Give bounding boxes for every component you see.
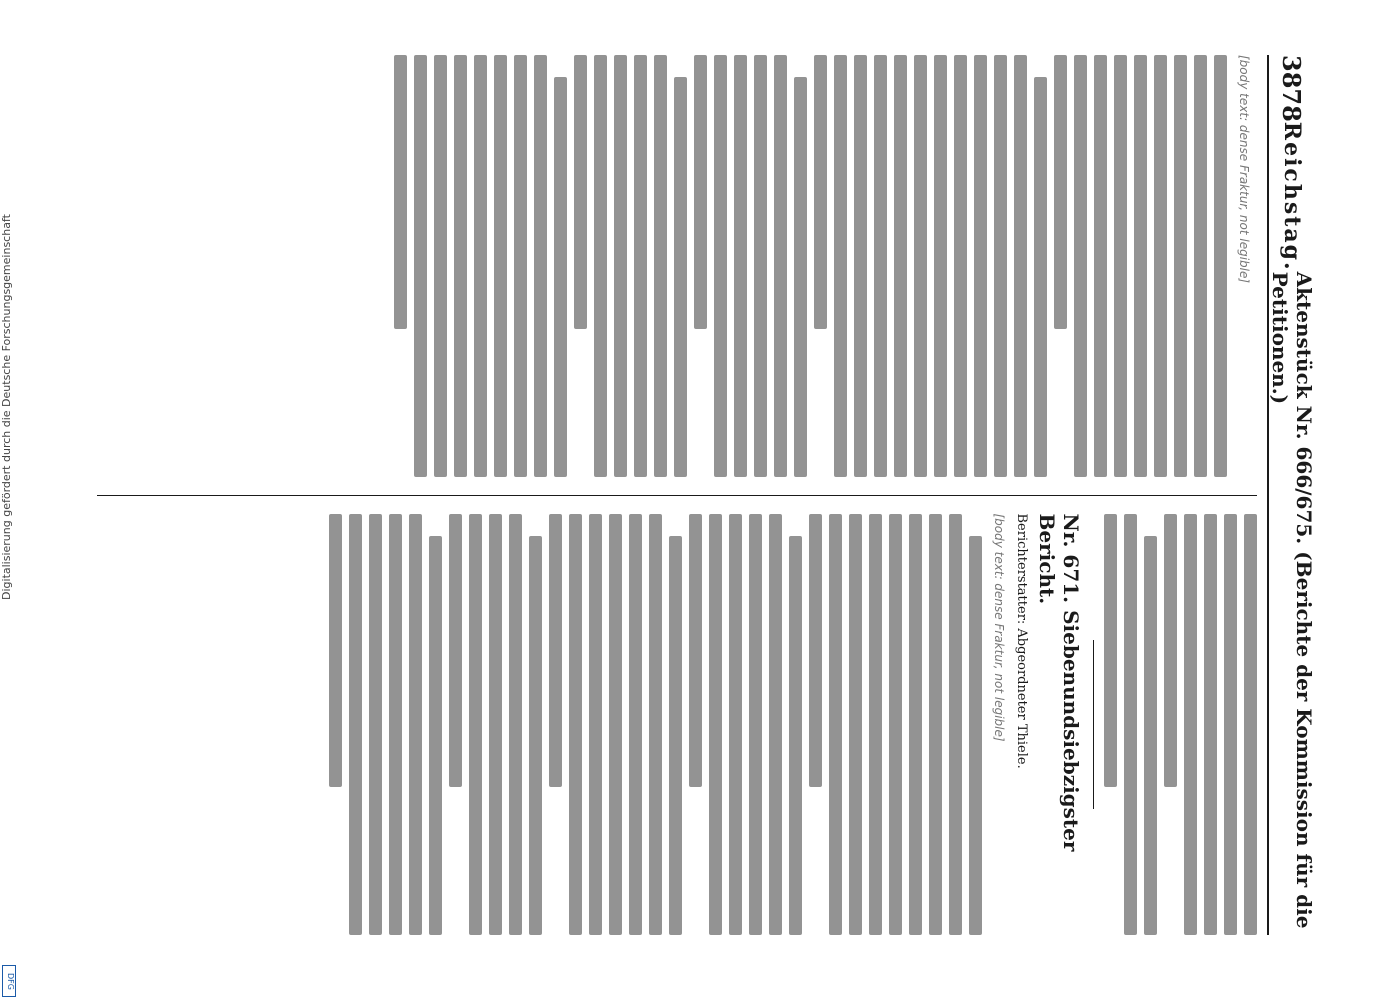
text-columns xyxy=(97,55,1257,935)
page-subtitle: Aktenstück Nr. 666/675. (Berichte der Kommission für die Petitionen.) xyxy=(1268,271,1316,929)
rapporteur-line: Berichterstatter: Abgeordneter Thiele. xyxy=(1014,513,1029,769)
digitization-caption: Digitalisierung gefördert durch die Deutsche Forschungsgemeinschaft xyxy=(0,214,13,600)
report-heading: Nr. 671. Siebenundsiebzigster Bericht. xyxy=(1035,513,1083,852)
page-title: Reichstag. xyxy=(1279,121,1305,272)
section-rule xyxy=(1093,640,1094,809)
right-column-placeholder: [body text: dense Fraktur, not legible] xyxy=(992,513,1006,742)
dfg-logo: DFG xyxy=(2,965,16,997)
right-column xyxy=(97,514,1257,936)
page-header xyxy=(1267,55,1315,935)
page-number: 3878 xyxy=(1277,55,1307,122)
left-column-placeholder: [body text: dense Fraktur, not legible] xyxy=(1237,55,1251,284)
column-divider xyxy=(97,495,1257,496)
document-page xyxy=(95,55,1315,935)
left-column xyxy=(97,55,1257,477)
